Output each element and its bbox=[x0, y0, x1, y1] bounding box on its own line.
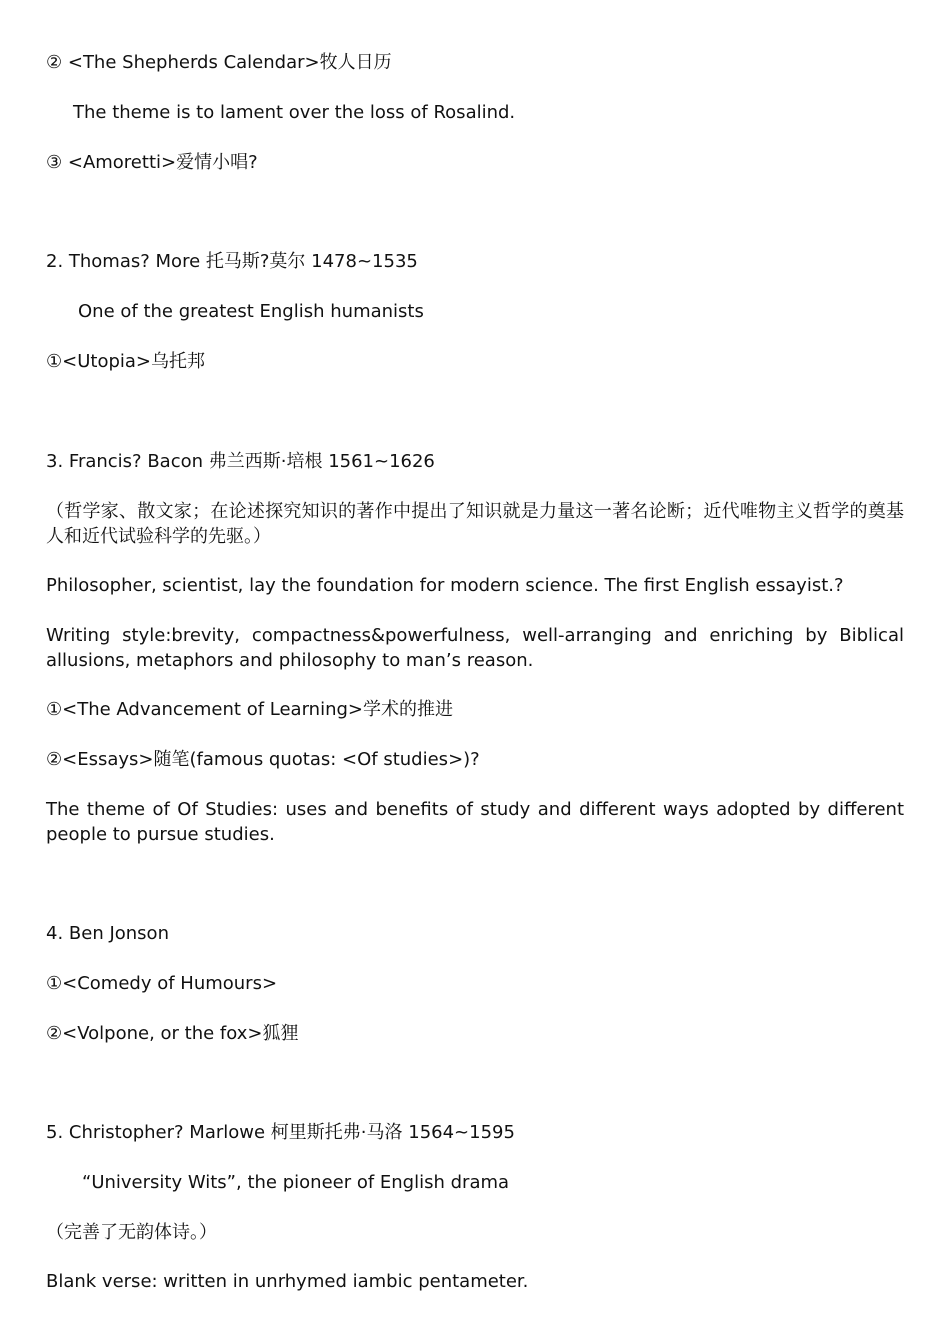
shepherds-calendar-theme: The theme is to lament over the loss of Rosalind. bbox=[73, 102, 516, 123]
bacon-description: Philosopher, scientist, lay the foundation for modern science. The first English essayist.? bbox=[46, 575, 844, 596]
section-heading-christopher-marlowe: 5. Christopher? Marlowe 柯里斯托弗·马洛 1564~1595 bbox=[46, 1122, 515, 1143]
section-heading-thomas-more: 2. Thomas? More 托马斯?莫尔 1478~1535 bbox=[46, 251, 418, 272]
marlowe-description: “University Wits”, the pioneer of English drama bbox=[82, 1172, 510, 1193]
work-comedy-of-humours: ①<Comedy of Humours> bbox=[46, 973, 278, 994]
bacon-chinese-note: （哲学家、散文家；在论述探究知识的著作中提出了知识就是力量这一著名论断；近代唯物主义哲学的奠基人和近代试验科学的先驱。） bbox=[46, 501, 904, 547]
work-utopia: ①<Utopia>乌托邦 bbox=[46, 351, 206, 372]
blank-verse-definition: Blank verse: written in unrhymed iambic pentameter. bbox=[46, 1271, 529, 1292]
work-shepherds-calendar: ② <The Shepherds Calendar>牧人日历 bbox=[46, 52, 392, 73]
section-heading-ben-jonson: 4. Ben Jonson bbox=[46, 923, 169, 944]
work-advancement-of-learning: ①<The Advancement of Learning>学术的推进 bbox=[46, 699, 453, 720]
work-volpone: ②<Volpone, or the fox>狐狸 bbox=[46, 1023, 299, 1044]
thomas-more-description: One of the greatest English humanists bbox=[78, 301, 424, 322]
section-heading-francis-bacon: 3. Francis? Bacon 弗兰西斯·培根 1561~1626 bbox=[46, 451, 435, 472]
marlowe-chinese-note: （完善了无韵体诗。） bbox=[46, 1222, 217, 1243]
bacon-writing-style: Writing style:brevity, compactness&powerfulness, well-arranging and enriching by Biblical allusions, metaphors and philosophy to man’s reason. bbox=[46, 625, 904, 671]
work-essays: ②<Essays>随笔(famous quotas: <Of studies>)? bbox=[46, 749, 480, 770]
work-amoretti: ③ <Amoretti>爱情小唱? bbox=[46, 152, 258, 173]
of-studies-theme: The theme of Of Studies: uses and benefits of study and different ways adopted by different people to pursue studies. bbox=[46, 799, 904, 845]
